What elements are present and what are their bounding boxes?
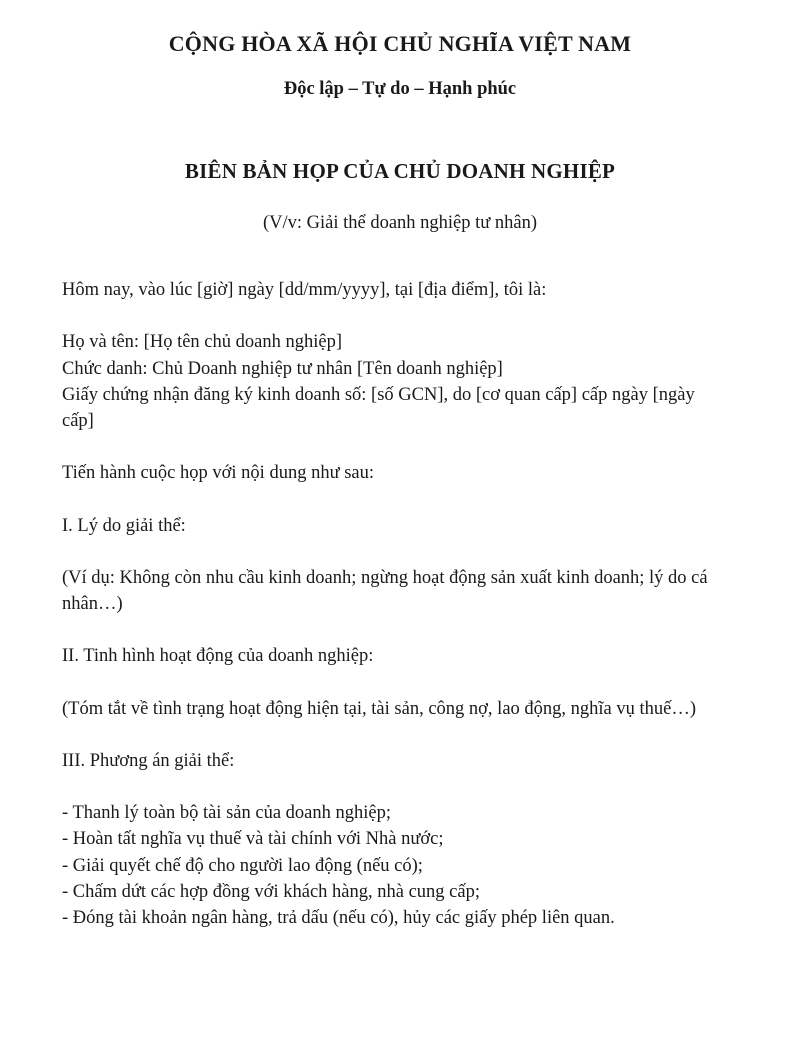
document-title: BIÊN BẢN HỌP CỦA CHỦ DOANH NGHIỆP bbox=[184, 158, 616, 183]
section-note-ii: (Tóm tắt về tình trạng hoạt động hiện tại, tài sản, công nợ, lao động, nghĩa vụ thuế…) bbox=[62, 698, 697, 719]
national-motto-line: Độc lập – Tự do – Hạnh phúc bbox=[283, 78, 517, 99]
dissolution-plan-list bbox=[62, 800, 712, 931]
list-item: - Chấm dứt các hợp đồng với khách hàng, nhà cung cấp; bbox=[62, 881, 480, 902]
section-note-i: (Ví dụ: Không còn nhu cầu kinh doanh; ngừng hoạt động sản xuất kinh doanh; lý do cá nhân…) bbox=[62, 567, 708, 615]
country-name-line: CỘNG HÒA XÃ HỘI CHỦ NGHĨA VIỆT NAM bbox=[168, 31, 632, 56]
section-heading-i: I. Lý do giải thể: bbox=[62, 515, 186, 536]
document-subtitle: (V/v: Giải thể doanh nghiệp tư nhân) bbox=[262, 212, 538, 233]
document-title-block bbox=[0, 158, 800, 235]
identity-block bbox=[62, 329, 712, 434]
section-heading-ii: II. Tinh hình hoạt động của doanh nghiệp: bbox=[62, 646, 374, 667]
list-item: - Thanh lý toàn bộ tài sản của doanh nghiệp; bbox=[62, 803, 391, 824]
list-item: - Giải quyết chế độ cho người lao động (nếu có); bbox=[62, 855, 423, 876]
proceed-line: Tiến hành cuộc họp với nội dung như sau: bbox=[62, 463, 375, 484]
opening-paragraph: Hôm nay, vào lúc [giờ] ngày [dd/mm/yyyy], tại [địa điểm], tôi là: bbox=[62, 279, 547, 300]
position-line: Chức danh: Chủ Doanh nghiệp tư nhân [Tên doanh nghiệp] bbox=[62, 358, 503, 379]
national-header bbox=[0, 0, 800, 101]
full-name-line: Họ và tên: [Họ tên chủ doanh nghiệp] bbox=[62, 332, 342, 353]
list-item: - Hoàn tất nghĩa vụ thuế và tài chính với Nhà nước; bbox=[62, 829, 444, 850]
section-heading-iii: III. Phương án giải thể: bbox=[62, 750, 235, 771]
document-body bbox=[0, 277, 800, 932]
business-registration-line: Giấy chứng nhận đăng ký kinh doanh số: [số GCN], do [cơ quan cấp] cấp ngày [ngày cấp] bbox=[62, 384, 695, 432]
list-item: - Đóng tài khoản ngân hàng, trả dấu (nếu có), hủy các giấy phép liên quan. bbox=[62, 908, 615, 929]
